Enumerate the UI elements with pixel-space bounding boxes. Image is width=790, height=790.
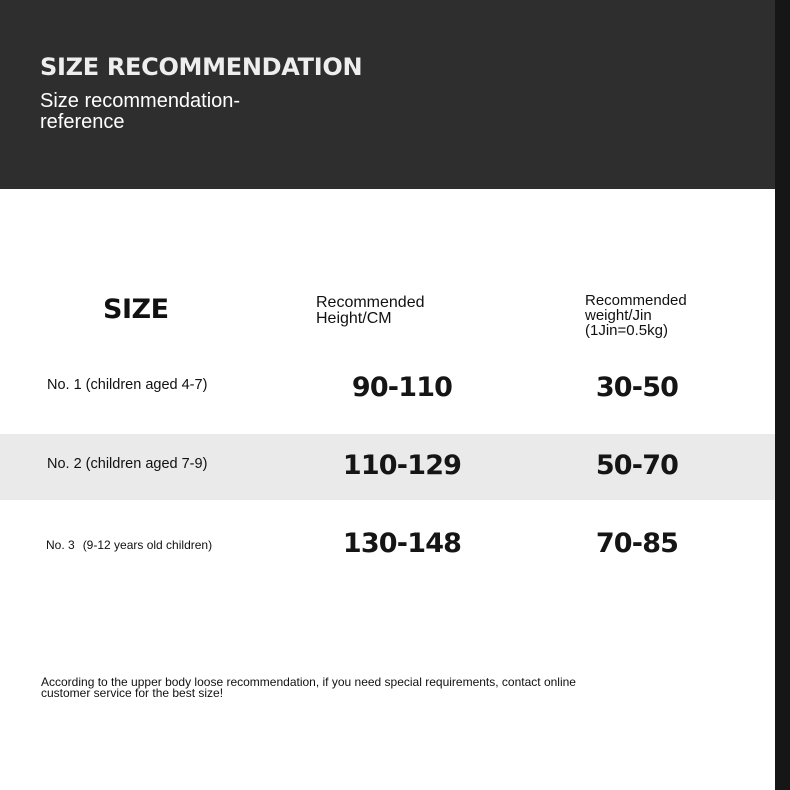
- table-row: [0, 434, 775, 500]
- row-weight-value: 30-50: [595, 372, 679, 403]
- row-label-number: No. 3: [46, 538, 75, 552]
- column-header-height: Recommended Height/CM: [316, 294, 425, 327]
- page-subtitle: Size recommendation-reference: [40, 90, 241, 133]
- row-weight-value: 70-85: [595, 528, 679, 559]
- row-height-value: 90-110: [351, 372, 453, 403]
- row-weight-value: 50-70: [595, 450, 679, 481]
- right-edge-strip: [775, 0, 790, 790]
- row-label: No. 1 (children aged 4-7): [47, 377, 208, 393]
- column-header-size: SIZE: [103, 294, 169, 325]
- row-label: [46, 538, 212, 552]
- page-title: SIZE RECOMMENDATION: [40, 53, 363, 81]
- row-label-description: (9-12 years old children): [82, 538, 213, 552]
- footer-note: According to the upper body loose recommendation, if you need special requirements, contact online customer service for the best size!: [41, 675, 576, 700]
- table-row: [0, 512, 775, 578]
- row-label: No. 2 (children aged 7-9): [47, 456, 208, 472]
- row-height-value: 130-148: [342, 528, 462, 559]
- header-band: [0, 0, 775, 189]
- table-row: [0, 353, 775, 419]
- column-header-weight: Recommended weight/Jin (1Jin=0.5kg): [585, 292, 687, 339]
- row-height-value: 110-129: [342, 450, 462, 481]
